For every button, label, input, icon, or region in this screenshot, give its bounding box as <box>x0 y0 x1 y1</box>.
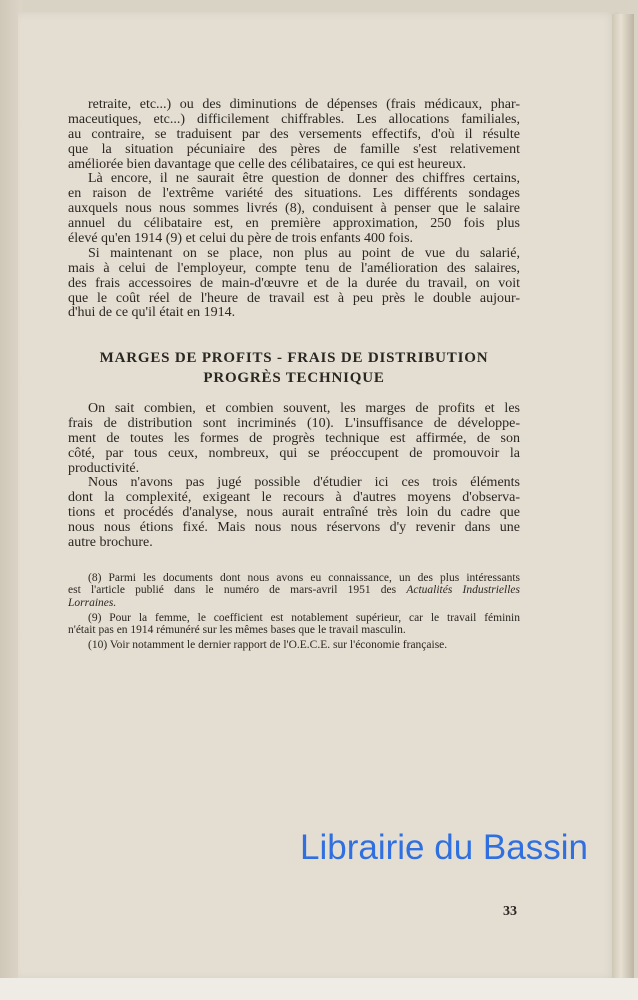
text-line: mais à celui de l'employeur, compte tenu de l'amélioration des salaires, <box>68 260 520 276</box>
text-line: des frais accessoires de main-d'œuvre et de la durée du travail, on voit <box>68 275 520 291</box>
text-line: (8) Parmi les documents dont nous avons eu connaissance, un des plus intéressants <box>88 572 520 584</box>
text-line: ment de toutes les formes de progrès technique est affirmée, de son <box>68 430 520 446</box>
heading-line-1: MARGES DE PROFITS - FRAIS DE DISTRIBUTION <box>99 350 489 366</box>
text-line: Là encore, il ne saurait être question de donner des chiffres certains, <box>88 171 520 187</box>
text-line: que la situation pécuniaire des pères de famille s'est relativement <box>68 141 520 157</box>
text-line: n'était pas en 1914 rémunéré sur les mêmes bases que le travail masculin. <box>68 624 406 637</box>
text-line: améliorée bien davantage que celle des célibataires, ce qui est heureux. <box>68 156 467 172</box>
text-line: maceutiques, etc...) difficilement chiffrables. Les allocations familiales, <box>68 111 520 127</box>
text-line: d'hui de ce qu'il était en 1914. <box>68 305 236 321</box>
text-line: (9) Pour la femme, le coefficient est notablement supérieur, car le travail féminin <box>88 611 520 624</box>
text-line: (10) Voir notamment le dernier rapport de l'O.E.C.E. sur l'économie française. <box>88 639 448 652</box>
text-line: est l'article publié dans le numéro de mars-avril 1951 des Actualités Industrielles <box>68 584 520 597</box>
footnote <box>68 572 520 609</box>
text-line: autre brochure. <box>68 535 153 551</box>
paragraph <box>68 172 520 246</box>
paragraph <box>68 98 520 172</box>
section-heading <box>68 348 520 388</box>
text-line: nous nous étions fixé. Mais nous nous réservons d'y revenir dans une <box>68 520 520 536</box>
text-line: On sait combien, et combien souvent, les marges de profits et les <box>88 401 520 416</box>
footnote <box>68 639 520 651</box>
text-line: auxquels nous nous sommes livrés (8), conduisent à penser que le salaire <box>68 201 520 217</box>
text-line: Lorraines. <box>68 596 117 609</box>
text-line: côté, par tous ceux, nombreux, qui se préoccupent de promouvoir la <box>68 445 520 461</box>
text-line: Nous n'avons pas jugé possible d'étudier ici ces trois éléments <box>88 475 520 491</box>
text-line: frais de distribution sont incriminés (10). L'insuffisance de développe- <box>68 415 520 431</box>
page-number: 33 <box>503 904 517 919</box>
paragraph <box>68 476 520 550</box>
text-line: retraite, etc...) ou des diminutions de dépenses (frais médicaux, phar- <box>88 97 520 112</box>
text-line: que le coût réel de l'heure de travail est à peu près le double aujour- <box>68 290 520 306</box>
text-line: dont la complexité, exigeant le recours à d'autres moyens d'observa- <box>68 490 520 506</box>
background-surface <box>0 978 638 1000</box>
text-line: annuel du célibataire est, en première approximation, 250 fois plus <box>68 216 520 232</box>
footnote <box>68 612 520 637</box>
text-line: tions et procédés d'analyse, nous aurait entraîné très loin du cadre que <box>68 505 520 521</box>
journal-title: Actualités Industrielles <box>406 584 520 597</box>
page-stack-edge <box>612 14 634 980</box>
text-line: Si maintenant on se place, non plus au point de vue du salarié, <box>88 245 520 261</box>
footnotes <box>68 572 520 655</box>
text-line: productivité. <box>68 460 140 476</box>
paragraph <box>68 402 520 476</box>
body-text-section-1 <box>68 98 520 321</box>
text-line: élevé qu'en 1914 (9) et celui du père de trois enfants 400 fois. <box>68 231 414 247</box>
paragraph <box>68 247 520 321</box>
text-line: au contraire, se traduisent par des versements effectifs, d'où il résulte <box>68 126 520 142</box>
heading-line-2: PROGRÈS TECHNIQUE <box>203 370 385 386</box>
watermark: Librairie du Bassin <box>300 828 588 867</box>
body-text-section-2 <box>68 402 520 551</box>
text-line: en raison de l'extrême variété des situations. Les différents sondages <box>68 186 520 202</box>
